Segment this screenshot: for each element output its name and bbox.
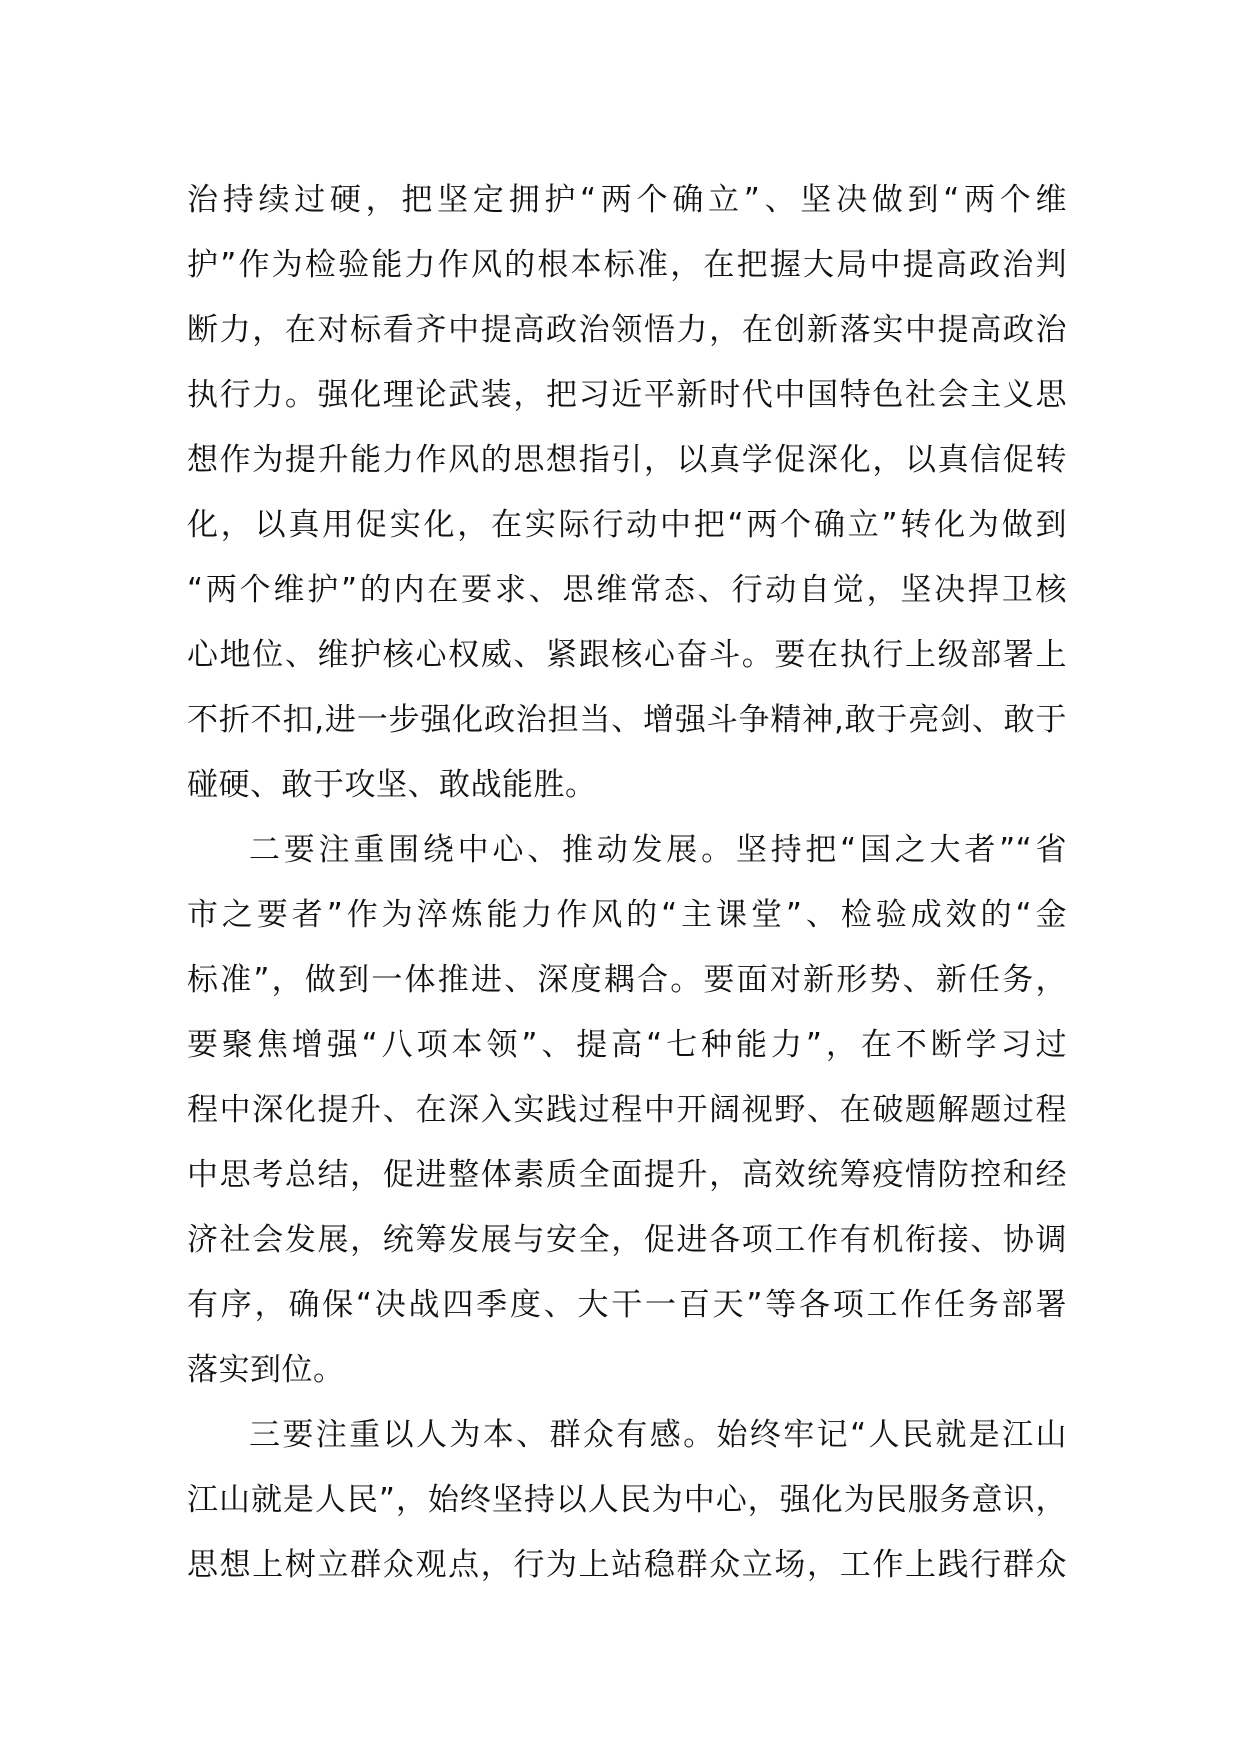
paragraph-2-line-9: 落实到位。 bbox=[187, 1352, 345, 1388]
paragraph-1-line-1: 治持续过硬，把坚定拥护“两个确立”、坚决做到“两个维 bbox=[187, 182, 1067, 218]
paragraph-3-line-2: 江山就是人民”，始终坚持以人民为中心，强化为民服务意识， bbox=[187, 1482, 1067, 1518]
paragraph-1-line-6: 化，以真用促实化，在实际行动中把“两个确立”转化为做到 bbox=[187, 507, 1067, 543]
paragraph-1-line-7: “两个维护”的内在要求、思维常态、行动自觉，坚决捍卫核 bbox=[187, 572, 1067, 608]
document-body bbox=[187, 168, 1067, 1598]
paragraph-1-line-4: 执行力。强化理论武装，把习近平新时代中国特色社会主义思 bbox=[187, 377, 1067, 413]
paragraph-2-line-6: 中思考总结，促进整体素质全面提升，高效统筹疫情防控和经 bbox=[187, 1157, 1067, 1193]
paragraph-1-line-5: 想作为提升能力作风的思想指引，以真学促深化，以真信促转 bbox=[187, 442, 1067, 478]
paragraph-2-line-7: 济社会发展，统筹发展与安全，促进各项工作有机衔接、协调 bbox=[187, 1222, 1067, 1258]
paragraph-2-line-5: 程中深化提升、在深入实践过程中开阔视野、在破题解题过程 bbox=[187, 1092, 1067, 1128]
paragraph-1-line-3: 断力，在对标看齐中提高政治领悟力，在创新落实中提高政治 bbox=[187, 312, 1067, 348]
paragraph-2-line-2: 市之要者”作为淬炼能力作风的“主课堂”、检验成效的“金 bbox=[187, 897, 1067, 933]
paragraph-2-line-4: 要聚焦增强“八项本领”、提高“七种能力”，在不断学习过 bbox=[187, 1027, 1067, 1063]
paragraph-1-line-10: 碰硬、敢于攻坚、敢战能胜。 bbox=[187, 767, 597, 803]
paragraph-3-line-3: 思想上树立群众观点，行为上站稳群众立场，工作上践行群众 bbox=[187, 1547, 1067, 1583]
paragraph-3-line-1: 三要注重以人为本、群众有感。始终牢记“人民就是江山 bbox=[249, 1417, 1067, 1453]
paragraph-1-line-9: 不折不扣,进一步强化政治担当、增强斗争精神,敢于亮剑、敢于 bbox=[187, 702, 1067, 738]
paragraph-1-line-8: 心地位、维护核心权威、紧跟核心奋斗。要在执行上级部署上 bbox=[187, 637, 1067, 673]
paragraph-1-line-2: 护”作为检验能力作风的根本标准，在把握大局中提高政治判 bbox=[187, 247, 1067, 283]
paragraph-2-line-3: 标准”，做到一体推进、深度耦合。要面对新形势、新任务， bbox=[187, 962, 1067, 998]
paragraph-2-line-1: 二要注重围绕中心、推动发展。坚持把“国之大者”“省 bbox=[249, 832, 1067, 868]
paragraph-2-line-8: 有序，确保“决战四季度、大干一百天”等各项工作任务部署 bbox=[187, 1287, 1067, 1323]
